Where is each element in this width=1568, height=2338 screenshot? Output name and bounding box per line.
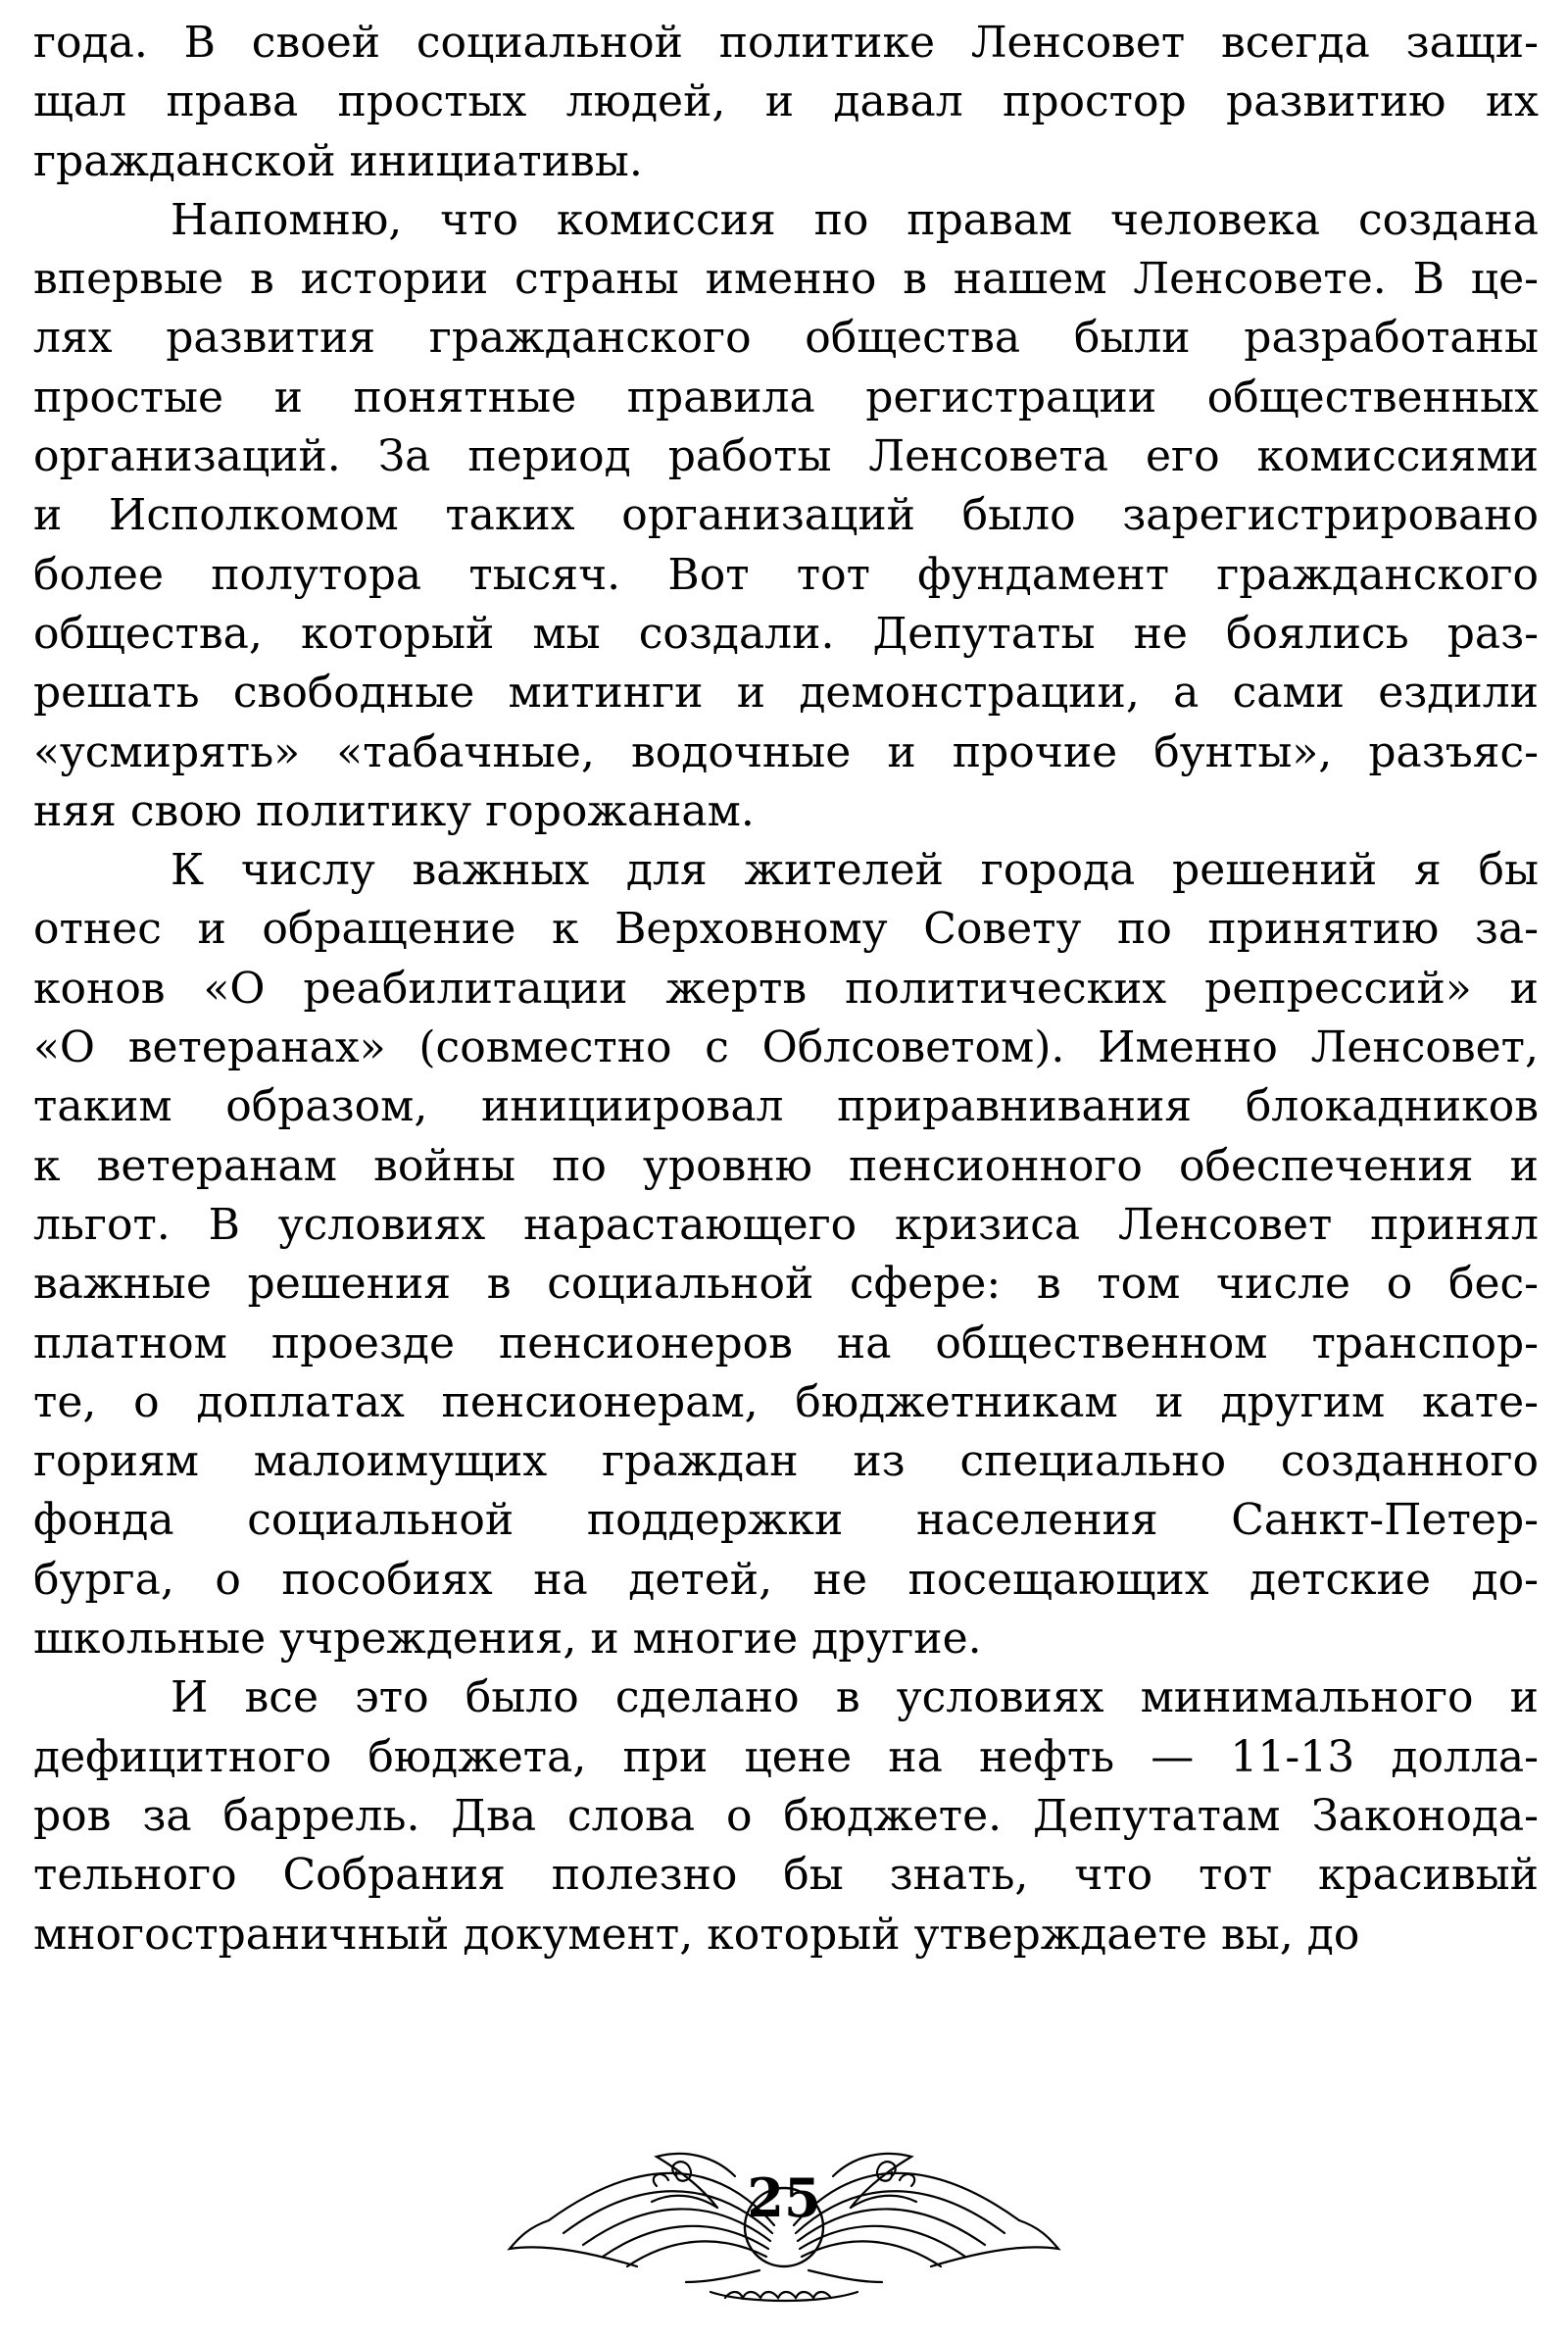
page-number: 25 <box>747 2166 821 2229</box>
text-line: бурга, о пособиях на детей, не посещающих детские до- <box>33 1554 1539 1605</box>
text-line: общества, который мы создали. Депутаты не боялись раз- <box>33 608 1539 659</box>
paragraph <box>33 841 1539 1668</box>
text-flow <box>33 14 1539 1965</box>
paragraph <box>33 14 1539 191</box>
text-line: тельного Собрания полезно бы знать, что тот красивый <box>33 1850 1539 1901</box>
page-body <box>33 14 1539 1965</box>
text-line: многостраничный документ, который утверждаете вы, до <box>33 1909 1360 1960</box>
text-line: года. В своей социальной политике Ленсовет всегда защи- <box>33 18 1539 68</box>
text-line: фонда социальной поддержки населения Санкт-Петер- <box>33 1495 1539 1546</box>
text-line: лях развития гражданского общества были разработаны <box>33 313 1539 364</box>
text-line: решать свободные митинги и демонстрации, а сами ездили <box>33 668 1539 719</box>
text-line: школьные учреждения, и многие другие. <box>33 1614 982 1665</box>
text-line: ров за баррель. Два слова о бюджете. Депутатам Законода- <box>33 1790 1539 1841</box>
paragraph <box>33 191 1539 841</box>
text-line: гориям малоимущих граждан из специально созданного <box>33 1436 1539 1487</box>
text-line: льгот. В условиях нарастающего кризиса Ленсовет принял <box>33 1199 1539 1250</box>
text-line: организаций. За период работы Ленсовета его комиссиями <box>33 431 1539 482</box>
text-line: впервые в истории страны именно в нашем Ленсовете. В це- <box>33 254 1539 305</box>
text-line: таким образом, инициировал приравнивания блокадников <box>33 1081 1539 1132</box>
text-line: важные решения в социальной сфере: в том числе о бес- <box>33 1259 1539 1310</box>
text-line: и Исполкомом таких организаций было зарегистрировано <box>33 490 1539 541</box>
text-line: К числу важных для жителей города решений я бы <box>171 845 1539 896</box>
text-line: дефицитного бюджета, при цене на нефть — 11-13 долла- <box>33 1731 1539 1782</box>
text-line: отнес и обращение к Верховному Совету по принятию за- <box>33 904 1539 955</box>
text-line: гражданской инициативы. <box>33 135 643 186</box>
text-line: «усмирять» «табачные, водочные и прочие бунты», разъяс- <box>33 726 1539 777</box>
text-line: няя свою политику горожанам. <box>33 785 755 836</box>
text-line: платном проезде пенсионеров на общественном транспор- <box>33 1318 1539 1368</box>
text-line: щал права простых людей, и давал простор развитию их <box>33 76 1539 127</box>
paragraph <box>33 1668 1539 1964</box>
text-line: И все это было сделано в условиях минимального и <box>171 1672 1539 1723</box>
text-line: «О ветеранах» (совместно с Облсоветом). Именно Ленсовет, <box>33 1022 1539 1073</box>
text-line: те, о доплатах пенсионерам, бюджетникам и другим кате- <box>33 1376 1539 1427</box>
text-line: простые и понятные правила регистрации общественных <box>33 372 1539 423</box>
text-line: конов «О реабилитации жертв политических репрессий» и <box>33 963 1539 1014</box>
text-line: к ветеранам войны по уровню пенсионного обеспечения и <box>33 1140 1539 1191</box>
text-line: Напомню, что комиссия по правам человека создана <box>171 194 1539 245</box>
text-line: более полутора тысяч. Вот тот фундамент гражданского <box>33 549 1539 600</box>
